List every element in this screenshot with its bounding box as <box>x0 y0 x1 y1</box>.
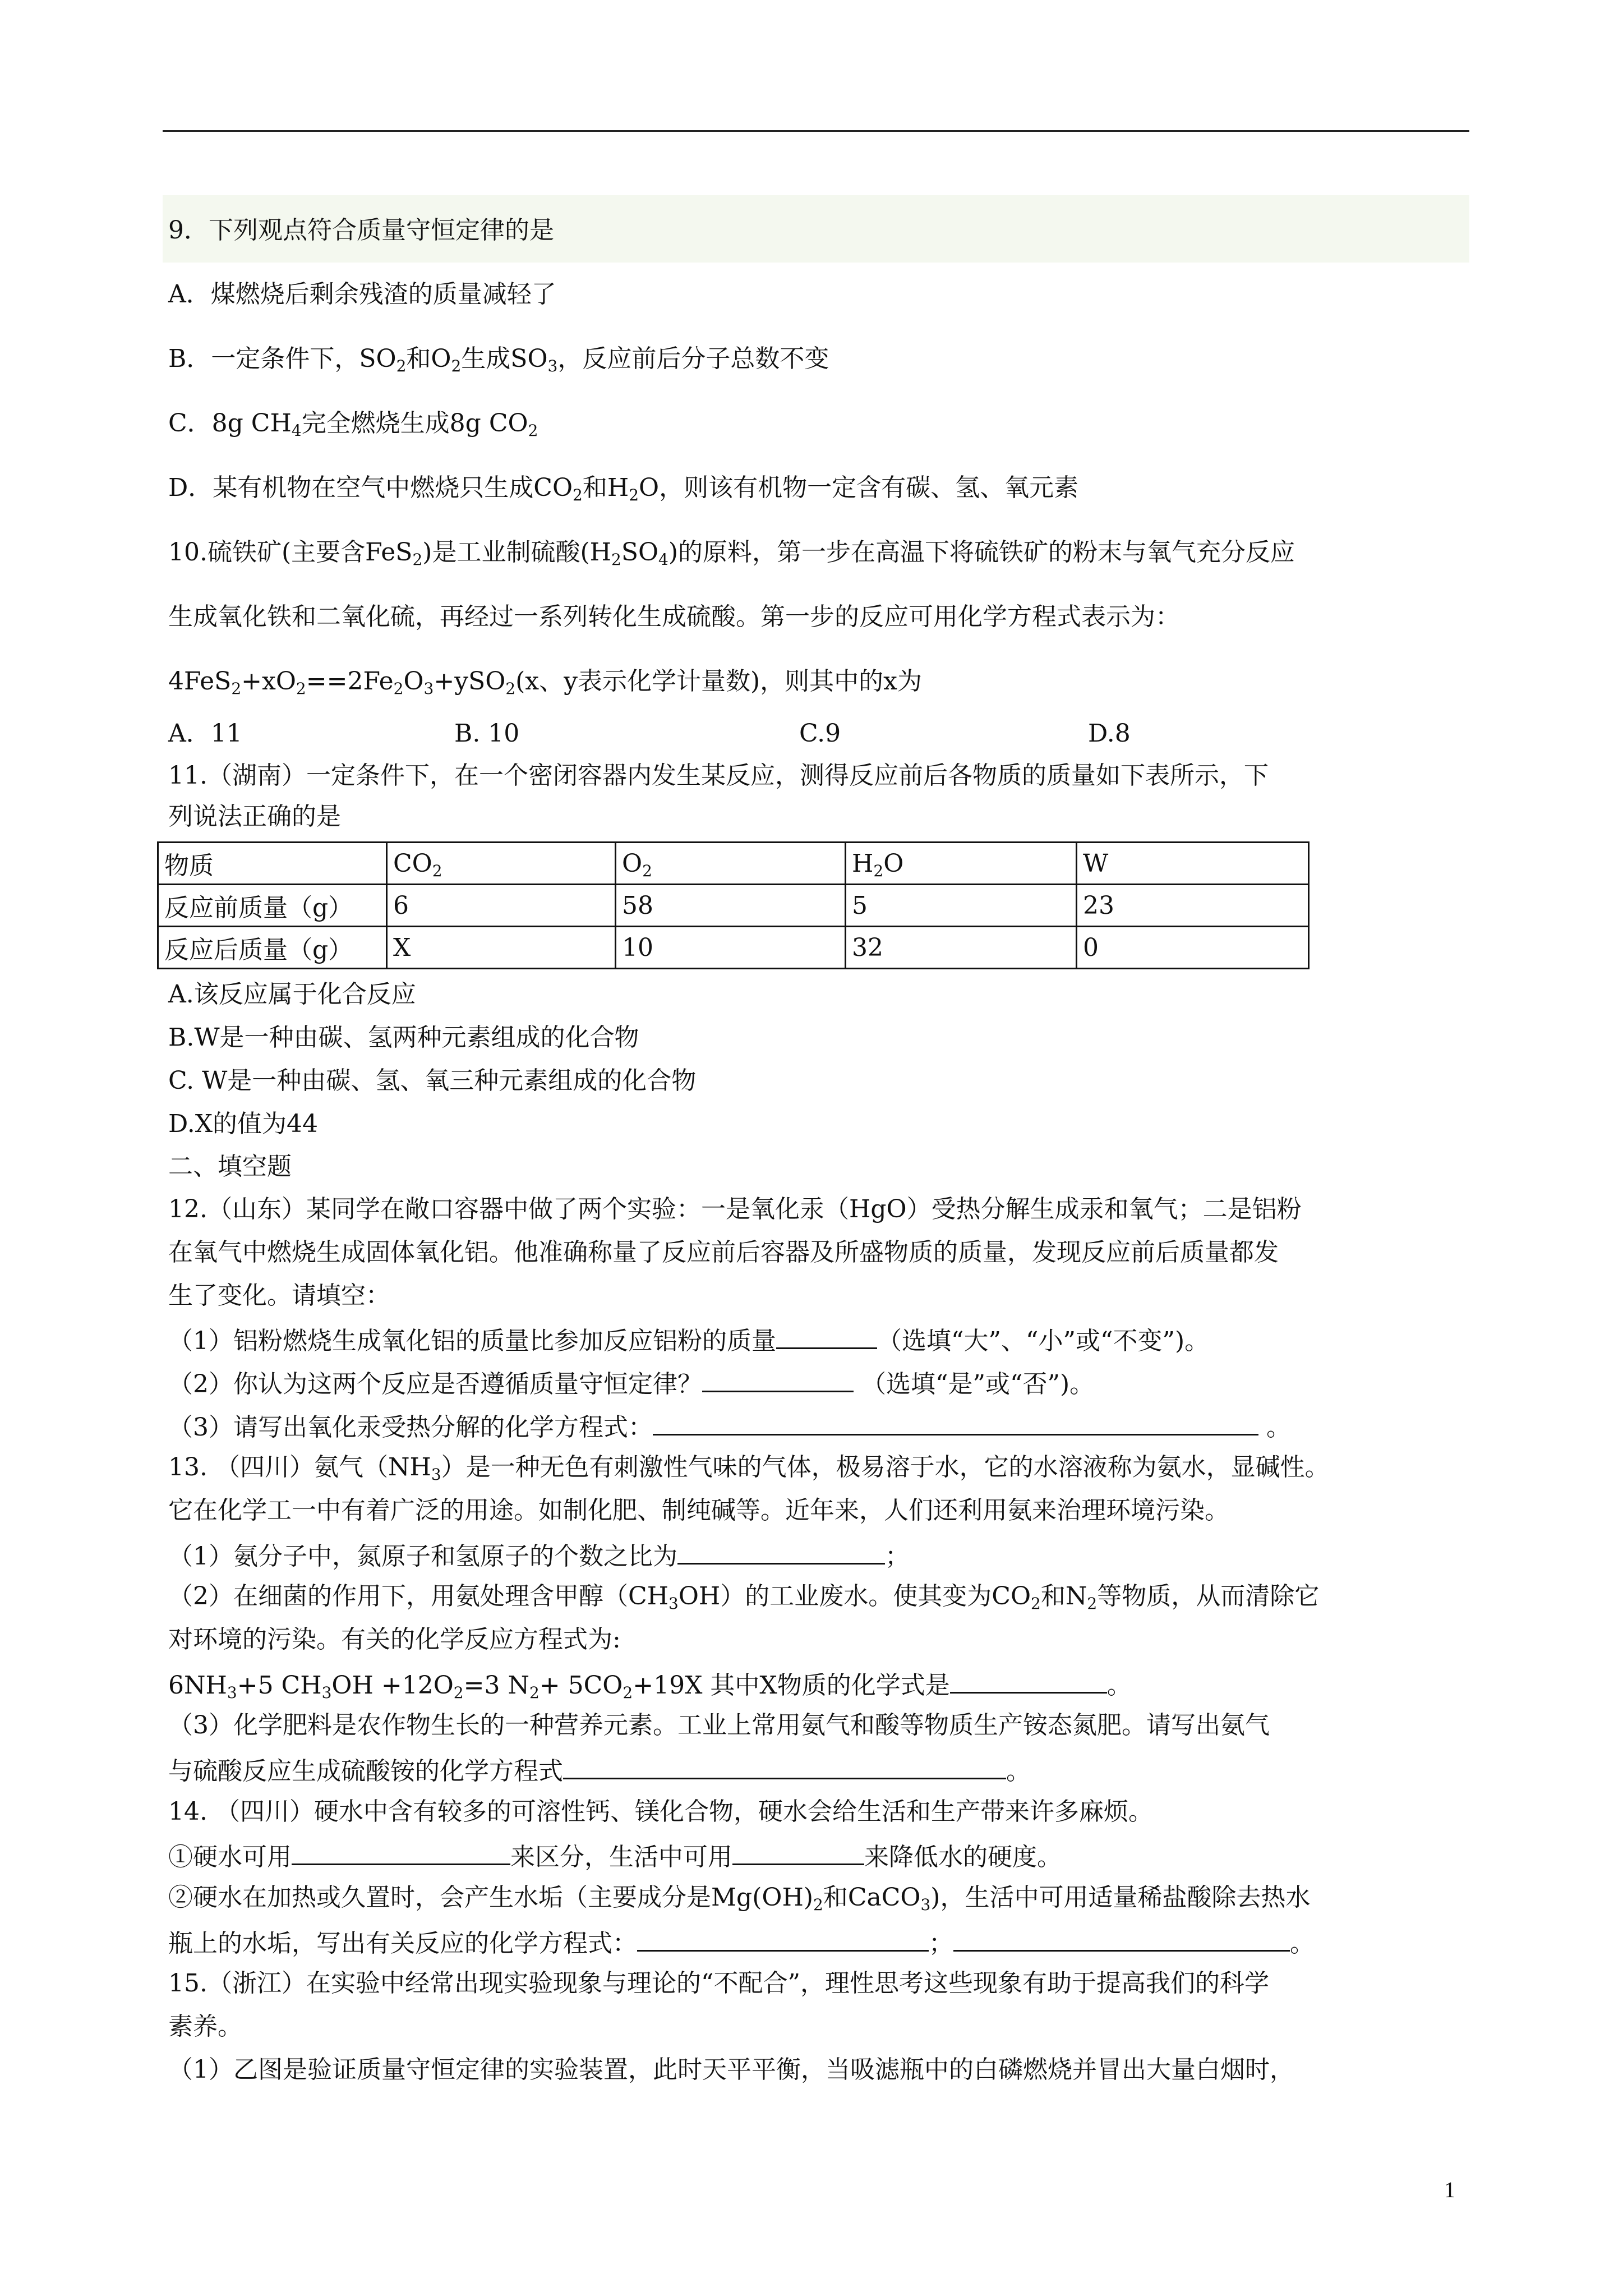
answer-blank[interactable] <box>677 1538 885 1565</box>
q13-sub-1: （1）氨分子中，氮原子和氢原子的个数之比为 ； <box>168 1538 910 1572</box>
table-cell: 58 <box>616 885 846 927</box>
answer-blank[interactable] <box>776 1323 877 1349</box>
table-cell: 23 <box>1077 885 1309 927</box>
q13-sub-2: （2）在细菌的作用下，用氨处理含甲醇$(CH_3OH)$的工业废水。使其变为$CO_2$和$N_2$等物质，从而清除它 <box>168 1582 1320 1613</box>
q10-option-c: C.9 <box>799 719 841 748</box>
answer-blank[interactable] <box>950 1667 1107 1694</box>
q10-line-2: 生成氧化铁和二氧化硫，再经过一系列转化生成硫酸。第一步的反应可用化学方程式表示为： <box>168 602 1180 631</box>
table-header-cell: $O_2$ <box>616 843 846 885</box>
table-cell: 32 <box>846 927 1077 969</box>
answer-blank[interactable] <box>702 1366 854 1392</box>
answer-blank[interactable] <box>563 1753 1006 1779</box>
q15-line-1: 15.（浙江）在实验中经常出现实验现象与理论的“不配合”，理性思考这些现象有助于提高我们的科学 <box>168 1969 1269 1998</box>
q10-line-1: 10.硫铁矿(主要含FeS$_2$)是工业制硫酸$(H_2SO_4)$的原料，第一步在高温下将硫铁矿的粉末与氧气充分反应 <box>168 538 1295 569</box>
mass-table <box>157 841 1310 969</box>
answer-blank[interactable] <box>953 1925 1290 1952</box>
q11-option-b: B.W是一种由碳、氢两种元素组成的化合物 <box>168 1023 639 1052</box>
q10-equation: $4FeS_2+xO_2==2Fe_2O_3+ySO_2(x$、y表示化学计量数)，则其中的x为 <box>168 667 922 698</box>
q13-line-2: 它在化学工一中有着广泛的用途。如制化肥、制纯碱等。近年来，人们还利用氨来治理环境污染。 <box>168 1496 1229 1525</box>
table-header-cell: W <box>1077 843 1309 885</box>
answer-blank[interactable] <box>292 1839 510 1865</box>
q9-stem: 9．下列观点符合质量守恒定律的是 <box>168 216 554 245</box>
answer-blank[interactable] <box>653 1409 1258 1435</box>
header-rule <box>163 130 1469 132</box>
table-cell: 6 <box>387 885 616 927</box>
q12-line-3: 生了变化。请填空： <box>168 1281 390 1310</box>
q9-option-a: A．煤燃烧后剩余残渣的质量减轻了 <box>168 280 556 309</box>
q14-sub-2-line-2: 瓶上的水垢，写出有关反应的化学方程式： ； 。 <box>168 1925 1315 1959</box>
table-header-row <box>158 843 1309 885</box>
q13-sub-3-line-1: （3）化学肥料是农作物生长的一种营养元素。工业上常用氨气和酸等物质生产铵态氮肥。请写出氨气 <box>168 1711 1270 1740</box>
table-cell: 5 <box>846 885 1077 927</box>
q15-sub-1: （1）乙图是验证质量守恒定律的实验装置，此时天平平衡，当吸滤瓶中的白磷燃烧并冒出大量白烟时， <box>168 2055 1294 2084</box>
table-cell: X <box>387 927 616 969</box>
table-cell: 反应前质量（g） <box>158 885 387 927</box>
q13-sub-3-line-2: 与硫酸反应生成硫酸铵的化学方程式 。 <box>168 1753 1031 1787</box>
q13-line-1: 13. （四川）氨气$(NH_3)$是一种无色有刺激性气味的气体，极易溶于水，它的水溶液称为氨水，显碱性。 <box>168 1453 1330 1484</box>
q11-option-a: A.该反应属于化合反应 <box>168 980 416 1009</box>
answer-blank[interactable] <box>732 1839 864 1865</box>
q11-line-2: 列说法正确的是 <box>168 802 341 831</box>
q11-option-c: C. W是一种由碳、氢、氧三种元素组成的化合物 <box>168 1066 697 1095</box>
q11-line-1: 11.（湖南）一定条件下，在一个密闭容器内发生某反应，测得反应前后各物质的质量如下表所示，下 <box>168 761 1269 790</box>
q14-line-1: 14. （四川）硬水中含有较多的可溶性钙、镁化合物，硬水会给生活和生产带来许多麻烦。 <box>168 1797 1153 1826</box>
q9-option-b: B．一定条件下，$SO_2$和$O_2$生成$SO_3$，反应前后分子总数不变 <box>168 344 829 375</box>
page-number: 1 <box>1444 2177 1455 2202</box>
q10-option-b: B. 10 <box>454 719 520 748</box>
table-header-cell: $H_2O$ <box>846 843 1077 885</box>
q13-equation: $6NH_3+5$ $CH_3OH +12O_2=3$ $N_2+ 5CO_2+19X$ 其中X物质的化学式是 。 <box>168 1667 1132 1701</box>
q12-sub-3: （3）请写出氧化汞受热分解的化学方程式： 。 <box>168 1409 1291 1443</box>
table-cell: 0 <box>1077 927 1309 969</box>
q12-line-1: 12.（山东）某同学在敞口容器中做了两个实验：一是氧化汞（HgO）受热分解生成汞和氧气；二是铝粉 <box>168 1195 1302 1223</box>
table-header-cell: 物质 <box>158 843 387 885</box>
table-row <box>158 927 1309 969</box>
table-cell: 反应后质量（g） <box>158 927 387 969</box>
table-cell: 10 <box>616 927 846 969</box>
answer-blank[interactable] <box>637 1925 929 1952</box>
q12-sub-2: （2）你认为这两个反应是否遵循质量守恒定律？ （选填“是”或“否”)。 <box>168 1366 1094 1400</box>
q9-option-d: D．某有机物在空气中燃烧只生成$CO_2$和$H_2O$，则该有机物一定含有碳、氢、氧元素 <box>168 473 1079 504</box>
section-heading: 二、填空题 <box>168 1152 292 1181</box>
q15-line-2: 素养。 <box>168 2012 242 2041</box>
q14-sub-1: ①硬水可用 来区分，生活中可用 来降低水的硬度。 <box>168 1839 1062 1873</box>
table-header-cell: $CO_2$ <box>387 843 616 885</box>
q14-sub-2: ②硬水在加热或久置时，会产生水垢（主要成分是$Mg(OH)_2$和CaCO$_3$)，生活中可用适量稀盐酸除去热水 <box>168 1883 1311 1914</box>
q12-line-2: 在氧气中燃烧生成固体氧化铝。他准确称量了反应前后容器及所盛物质的质量，发现反应前后质量都发 <box>168 1238 1279 1267</box>
q10-option-d: D.8 <box>1088 719 1131 748</box>
q9-option-c: C．8g $CH_4$完全燃烧生成8g $CO_2$ <box>168 409 538 440</box>
q11-option-d: D.X的值为44 <box>168 1110 319 1138</box>
q13-sub-2-line-2: 对环境的污染。有关的化学反应方程式为: <box>168 1625 621 1654</box>
q10-option-a: A．11 <box>168 719 242 748</box>
table-row <box>158 885 1309 927</box>
q12-sub-1: （1）铝粉燃烧生成氧化铝的质量比参加反应铝粉的质量 （选填“大”、“小”或“不变”)。 <box>168 1323 1209 1357</box>
